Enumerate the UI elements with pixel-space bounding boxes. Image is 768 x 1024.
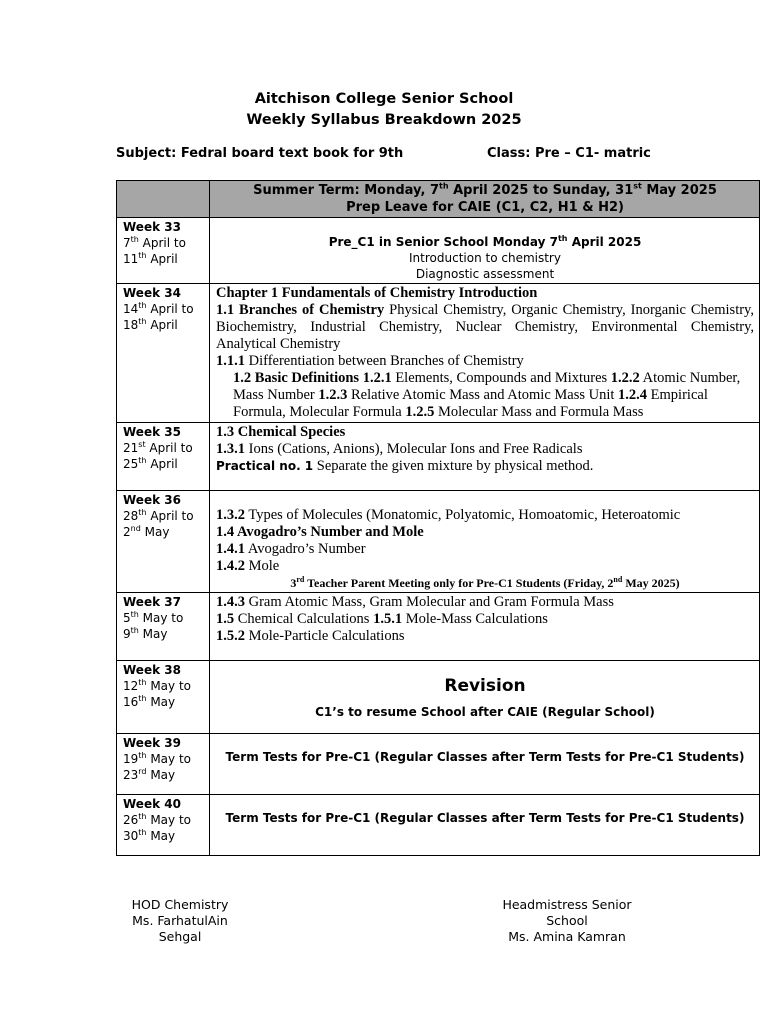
- prep-leave-note: Prep Leave for CAIE (C1, C2, H1 & H2): [346, 200, 624, 215]
- resume-note: C1’s to resume School after CAIE (Regular School): [315, 705, 655, 719]
- week-content-cell: [210, 423, 760, 491]
- topic-line: 1.1.1 Differentiation between Branches of Chemistry: [216, 353, 524, 369]
- document-title: Weekly Syllabus Breakdown 2025: [246, 112, 522, 128]
- term-dates: Summer Term: Monday, 7th April 2025 to Sunday, 31st May 2025: [253, 181, 717, 198]
- header-blank-cell: [117, 181, 210, 218]
- school-name: Aitchison College Senior School: [254, 91, 514, 107]
- headmistress-signature-block: [484, 897, 650, 945]
- topic-line: 1.1 Branches of Chemistry Physical Chemistry, Organic Chemistry, Inorganic Chemistry, Biochemistry, Industrial Chemistry, Nuclear Chemistry, Environmental Chemistry, Analytical Chemistry: [216, 302, 754, 352]
- week-cell: Week 34 14th April to 18th April: [117, 284, 210, 423]
- week-cell: Week 38 12th May to 16th May: [117, 661, 210, 734]
- practical-line: Practical no. 1 Separate the given mixture by physical method.: [216, 458, 594, 474]
- topic-line: 1.5 Chemical Calculations 1.5.1 Mole-Mass Calculations: [216, 611, 548, 627]
- table-row: [117, 423, 760, 491]
- table-row: [117, 491, 760, 593]
- term-header-cell: [210, 181, 760, 218]
- class-label: Class: Pre – C1- matric: [487, 146, 651, 161]
- week-content-cell: [210, 661, 760, 734]
- term-tests-note: Term Tests for Pre-C1 (Regular Classes after Term Tests for Pre-C1 Students): [225, 750, 745, 764]
- week-cell: Week 37 5th May to 9th May: [117, 593, 210, 661]
- week-content-cell: [210, 284, 760, 423]
- topic-line: 1.2 Basic Definitions 1.2.1 Elements, Compounds and Mixtures 1.2.2 Atomic Number, Mass Number 1.2.3 Relative Atomic Mass and Atomic Mass Unit 1.2.4 Empirical Formula, Molecular Formula 1.2.5 Molecular Mass and Formula Mass: [233, 370, 741, 420]
- topic-line: 1.3.1 Ions (Cations, Anions), Molecular Ions and Free Radicals: [216, 441, 583, 457]
- parent-meeting-note: 3rd Teacher Parent Meeting only for Pre-C1 Students (Friday, 2nd May 2025): [290, 575, 680, 590]
- headmistress-name: Ms. Amina Kamran: [508, 929, 626, 944]
- syllabus-table: [116, 180, 760, 856]
- table-row: [117, 284, 760, 423]
- table-row: [117, 795, 760, 856]
- week-cell: Week 40 26th May to 30th May: [117, 795, 210, 856]
- headmistress-role: Headmistress Senior School: [502, 897, 632, 928]
- topic-line: 1.3 Chemical Species: [216, 424, 346, 440]
- hod-role: HOD Chemistry: [131, 897, 229, 912]
- topic-line: 1.4.3 Gram Atomic Mass, Gram Molecular and Gram Formula Mass: [216, 594, 614, 610]
- week-cell: Week 36 28th April to 2nd May: [117, 491, 210, 593]
- week-content-cell: [210, 734, 760, 795]
- topic-line: Diagnostic assessment: [415, 267, 555, 281]
- week-content-cell: [210, 593, 760, 661]
- start-note: Pre_C1 in Senior School Monday 7th April 2025: [328, 234, 642, 249]
- table-row: [117, 593, 760, 661]
- week-cell: Week 39 19th May to 23rd May: [117, 734, 210, 795]
- chapter-title: Chapter 1 Fundamentals of Chemistry Introduction: [216, 285, 538, 301]
- revision-heading: Revision: [444, 676, 526, 696]
- topic-line: Introduction to chemistry: [409, 251, 561, 265]
- topic-line: 1.4.2 Mole: [216, 558, 280, 574]
- topic-line: 1.3.2 Types of Molecules (Monatomic, Polyatomic, Homoatomic, Heteroatomic: [216, 507, 681, 523]
- topic-line: 1.4.1 Avogadro’s Number: [216, 541, 366, 557]
- table-row: [117, 218, 760, 284]
- week-content-cell: [210, 218, 760, 284]
- table-row: [117, 661, 760, 734]
- week-cell: Week 35 21st April to 25th April: [117, 423, 210, 491]
- subject-label: Subject: Fedral board text book for 9th: [116, 146, 404, 161]
- term-header-row: [117, 181, 760, 218]
- term-tests-note: Term Tests for Pre-C1 (Regular Classes after Term Tests for Pre-C1 Students): [225, 811, 745, 825]
- table-row: [117, 734, 760, 795]
- hod-signature-block: [116, 897, 244, 945]
- week-content-cell: [210, 491, 760, 593]
- topic-line: 1.4 Avogadro’s Number and Mole: [216, 524, 424, 540]
- week-content-cell: [210, 795, 760, 856]
- week-cell: Week 33 7th April to 11th April: [117, 218, 210, 284]
- hod-name: Ms. FarhatulAin Sehgal: [132, 913, 228, 944]
- topic-line: 1.5.2 Mole-Particle Calculations: [216, 628, 405, 644]
